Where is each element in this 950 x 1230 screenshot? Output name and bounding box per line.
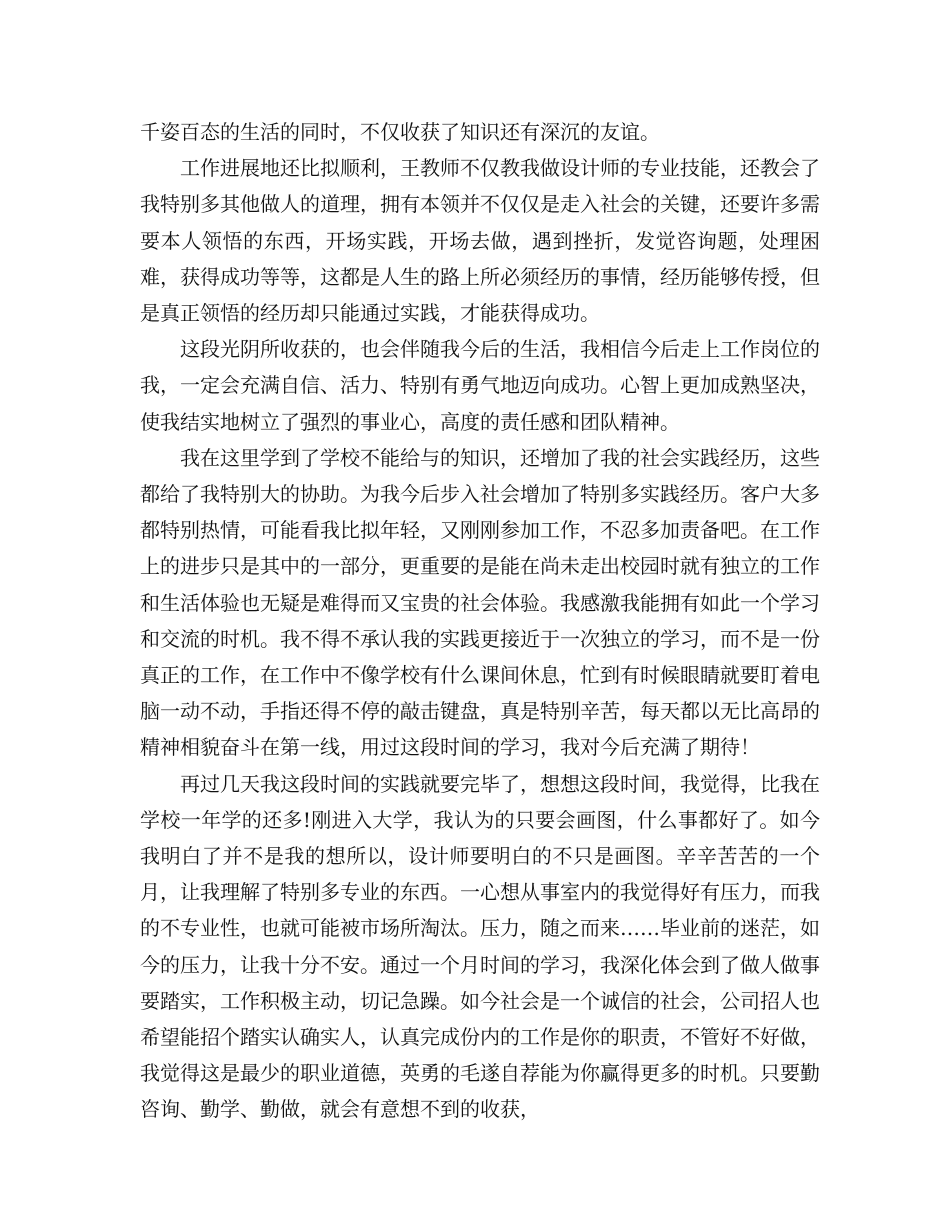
paragraph-1: 千姿百态的生活的同时，不仅收获了知识还有深沉的友谊。 <box>140 120 660 144</box>
paragraph-5: 再过几天我这段时间的实践就要完毕了，想想这段时间，我觉得，比我在学校一年学的还多!刚进入大学，我认为的只要会画图，什么事都好了。如今我明白了并不是我的想所以，设计师要明白的不只是画图。辛辛苦苦的一个月，让我理解了特别多专业的东西。一心想从事室内的我觉得好有压力，而我的不专业性，也就可能被市场所淘汰。压力，随之而来……毕业前的迷茫，如今的压力，让我十分不安。通过一个月时间的学习，我深化体会到了做人做事要踏实，工作积极主动，切记急躁。如今社会是一个诚信的社会，公司招人也希望能招个踏实认确实人，认真完成份内的工作是你的职责，不管好不好做，我觉得这是最少的职业道德，英勇的毛遂自荐能为你赢得更多的时机。只要勤咨询、勤学、勤做，就会有意想不到的收获， <box>140 771 820 1122</box>
document-body <box>140 114 820 1128</box>
paragraph-2: 工作进展地还比拟顺利，王教师不仅教我做设计师的专业技能，还教会了我特别多其他做人的道理，拥有本领并不仅仅是走入社会的关键，还要许多需要本人领悟的东西，开场实践，开场去做，遇到挫折，发觉咨询题，处理困难，获得成功等等，这都是人生的路上所必须经历的事情，经历能够传授，但是真正领悟的经历却只能通过实践，才能获得成功。 <box>140 156 820 326</box>
paragraph-4: 我在这里学到了学校不能给与的知识，还增加了我的社会实践经历，这些都给了我特别大的协助。为我今后步入社会增加了特别多实践经历。客户大多都特别热情，可能看我比拟年轻，又刚刚参加工作，不忍多加责备吧。在工作上的进步只是其中的一部分，更重要的是能在尚未走出校园时就有独立的工作和生活体验也无疑是难得而又宝贵的社会体验。我感激我能拥有如此一个学习和交流的时机。我不得不承认我的实践更接近于一次独立的学习，而不是一份真正的工作，在工作中不像学校有什么课间休息，忙到有时候眼睛就要盯着电脑一动不动，手指还得不停的敲击键盘，真是特别辛苦，每天都以无比高昂的精神相貌奋斗在第一线，用过这段时间的学习，我对今后充满了期待！ <box>140 445 820 760</box>
paragraph-3: 这段光阴所收获的，也会伴随我今后的生活，我相信今后走上工作岗位的我，一定会充满自信、活力、特别有勇气地迈向成功。心智上更加成熟坚决，使我结实地树立了强烈的事业心，高度的责任感和团队精神。 <box>140 337 820 434</box>
